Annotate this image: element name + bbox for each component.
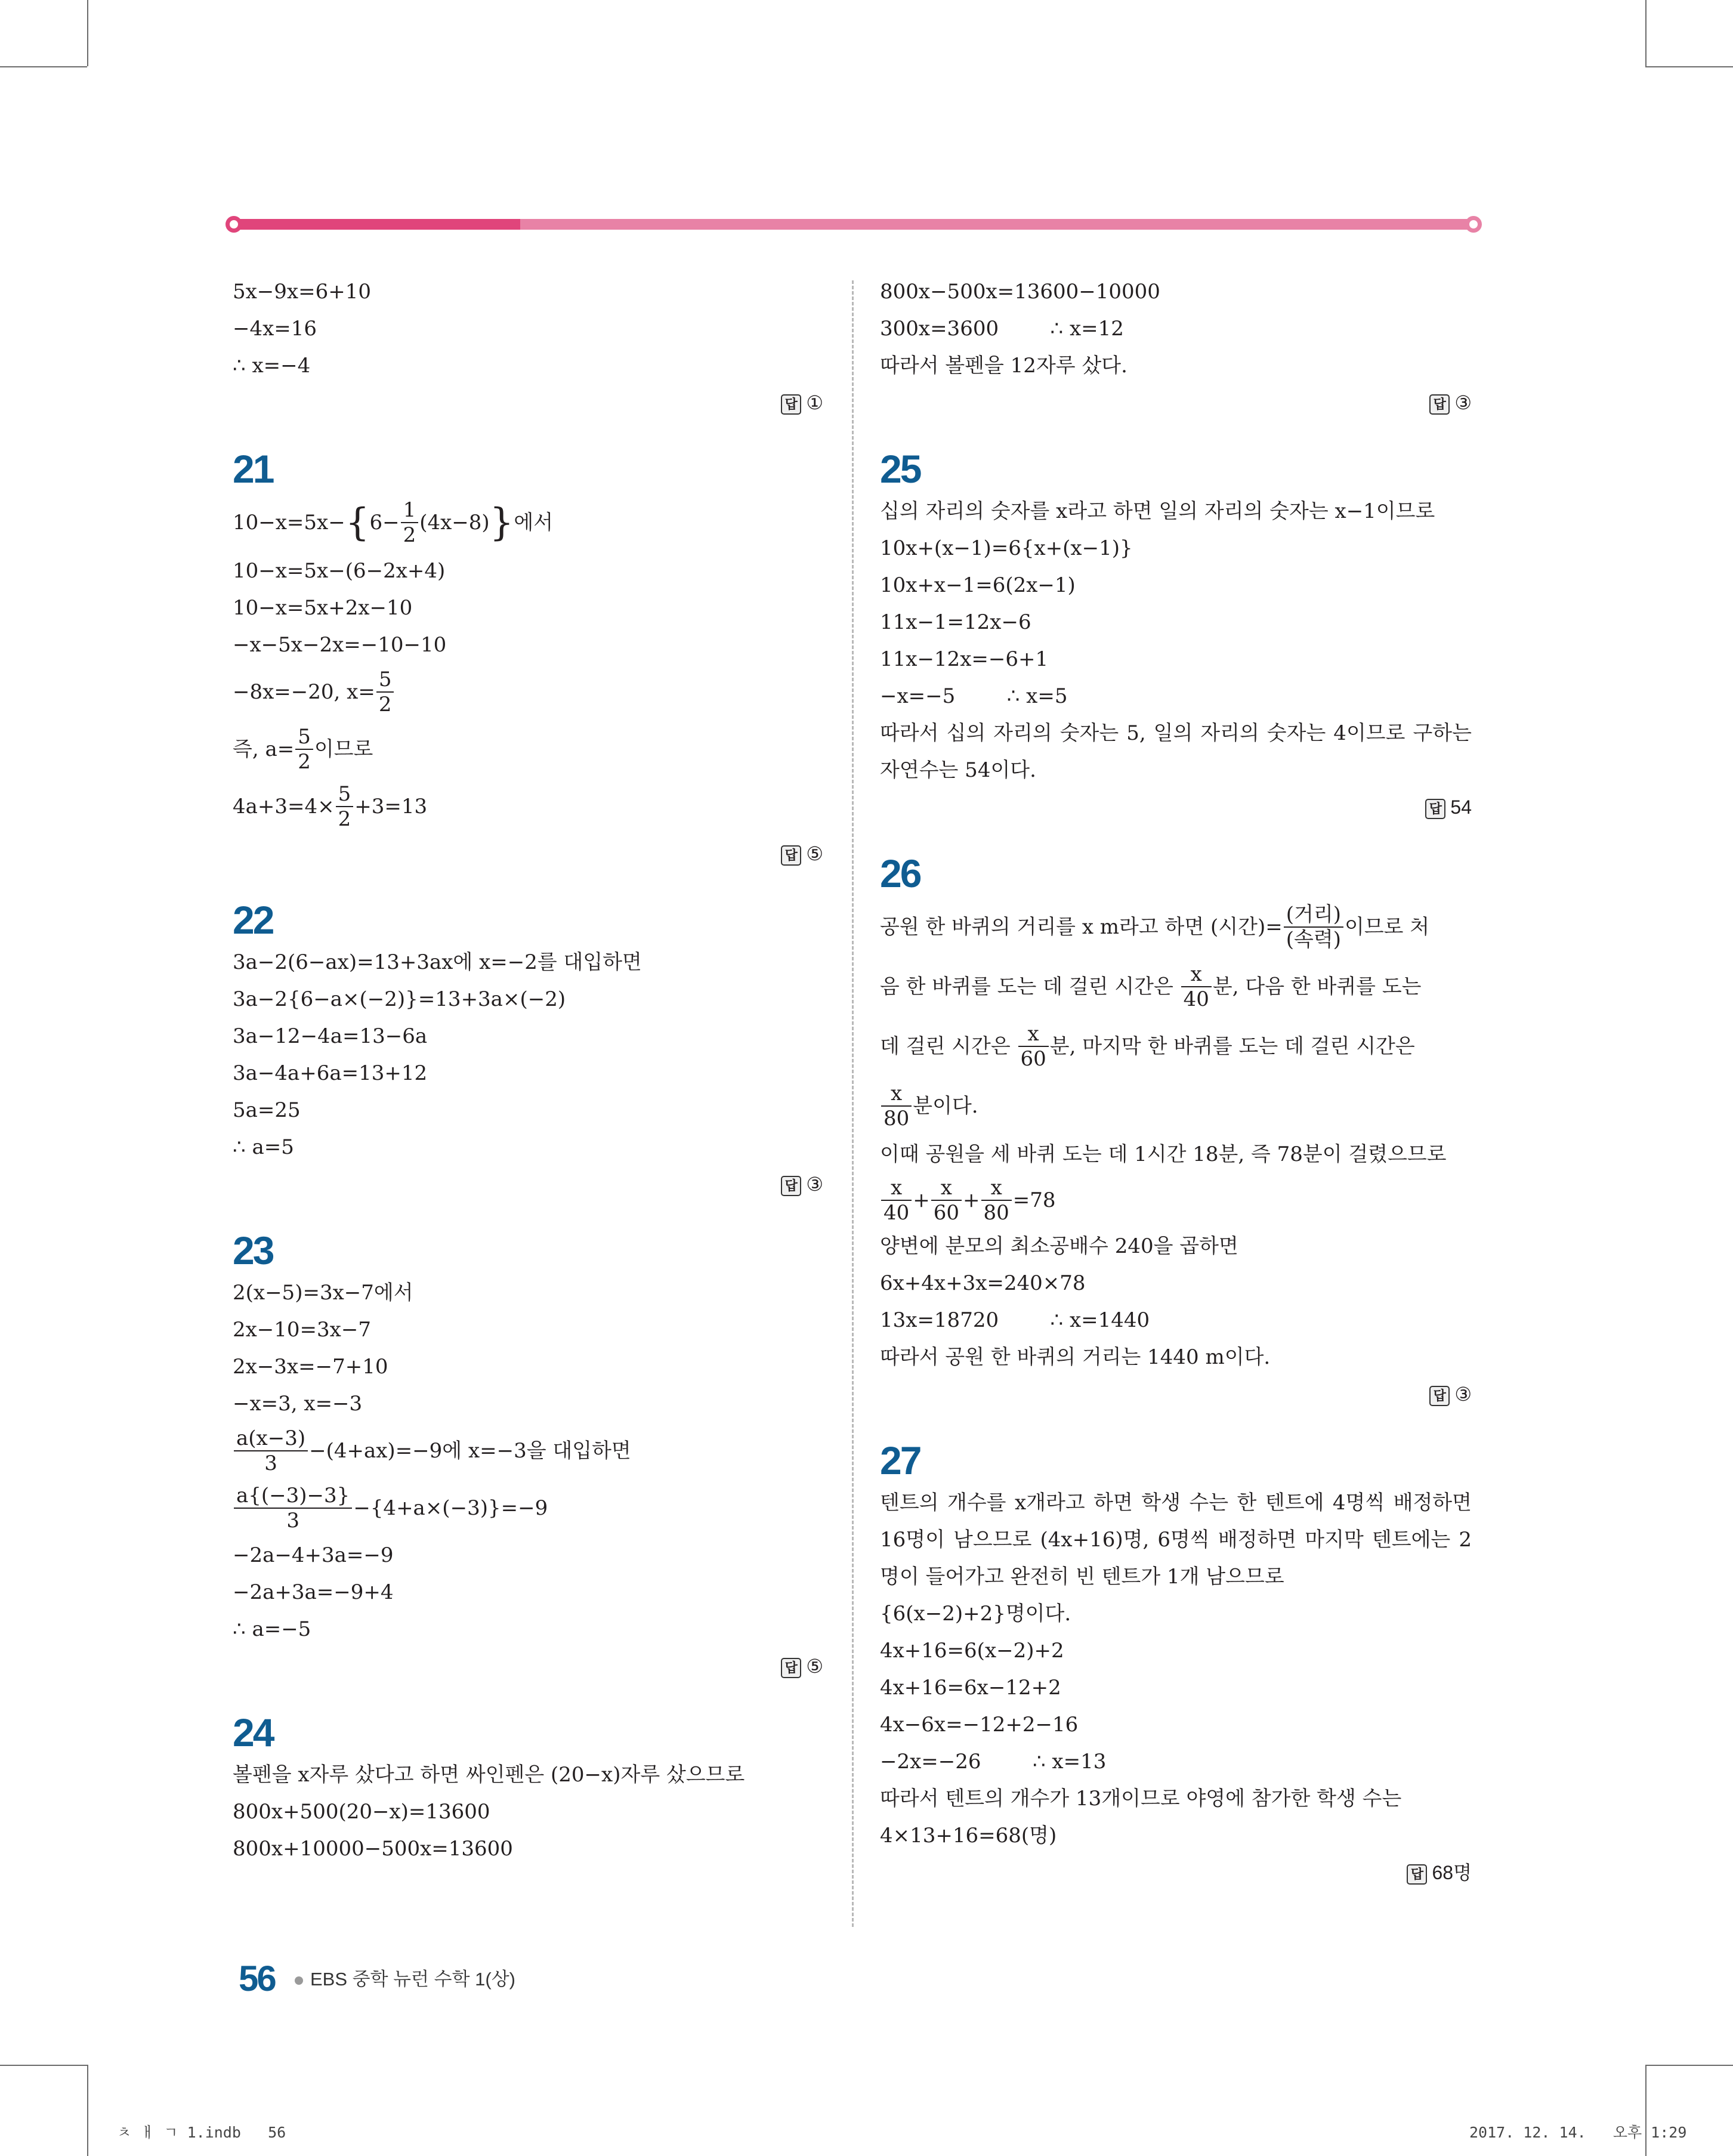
equation-line: 10x+(x−1)=6{x+(x−1)}: [880, 536, 1133, 560]
equation-line: 3a−4a+6a=13+12: [233, 1061, 428, 1085]
crop-mark: [0, 2065, 87, 2066]
equation-line: 11x−12x=−6+1: [880, 647, 1049, 671]
header-bar-endpoint: [1465, 216, 1482, 233]
answer-label: 답 68명: [880, 1854, 1472, 1891]
equation-line: ∴ x=−4: [233, 354, 311, 378]
fraction: $\frac{\text{(거리)}}{\text{(속력)}}$: [1284, 903, 1343, 952]
equation-line: 공원 한 바퀴의 거리를 x m라고 하면 (시간)= $\frac{\text{(거리)}}{\text{(속력)}}$ 이므로 처: [880, 903, 1430, 952]
equation-line: 3a−12−4a=13−6a: [233, 1024, 428, 1048]
equation-line: 4a+3=4× $\frac{5}{2}$ +3=13: [233, 782, 428, 831]
fraction: $\frac{x}{40}$: [1181, 962, 1212, 1011]
paragraph: 따라서 십의 자리의 숫자는 5, 일의 자리의 숫자는 4이므로 구하는 자연수는 54이다.: [880, 721, 1472, 782]
equation-line: 즉, a= $\frac{5}{2}$ 이므로: [233, 725, 373, 774]
equation-line: 음 한 바퀴를 도는 데 걸린 시간은 $\frac{x}{40}$ 분, 다음 한 바퀴를 도는: [880, 962, 1422, 1011]
left-column: [233, 273, 823, 1867]
equation-line: −x=−5 ∴ x=5: [880, 684, 1068, 708]
equation-line: $\frac{x}{80}$ 분이다.: [880, 1076, 1472, 1136]
equation-line: 13x=18720 ∴ x=1440: [880, 1308, 1150, 1332]
equation-line: −x=3, x=−3: [233, 1392, 363, 1416]
answer-label: 답 54: [880, 789, 1472, 826]
brace-right: }: [489, 501, 514, 545]
equation-line: 6x+4x+3x=240×78: [880, 1271, 1086, 1295]
answer-icon: 답: [1407, 1864, 1427, 1885]
right-column: [880, 273, 1472, 1891]
equation-line: 4x+16=6x−12+2: [880, 1676, 1061, 1700]
fraction: $\frac{1}{2}$: [401, 498, 419, 547]
fraction: $\frac{a\{(-3)-3\}}{3}$: [234, 1484, 352, 1533]
equation-line: −8x=−20, x= $\frac{5}{2}$: [233, 663, 823, 721]
equation-line: 300x=3600 ∴ x=12: [880, 317, 1124, 341]
print-slug-date: 2017. 12. 14. 오후 1:29: [1469, 2124, 1687, 2141]
equation-line: 800x+10000−500x=13600: [233, 1837, 513, 1861]
equation-line: 800x−500x=13600−10000: [880, 280, 1160, 304]
equation-line: 4×13+16=68(명): [880, 1824, 1057, 1848]
fraction: $\frac{5}{2}$: [295, 725, 313, 774]
equation-line: ∴ a=−5: [233, 1617, 311, 1641]
footer-bullet: [295, 1976, 303, 1985]
equation-line: 양변에 분모의 최소공배수 240을 곱하면: [880, 1234, 1238, 1258]
header-bar-right: [520, 219, 1473, 230]
crop-mark: [1645, 2065, 1646, 2156]
page-number: 56: [239, 1959, 275, 1999]
equation-line: 3a−2{6−a×(−2)}=13+3a×(−2): [233, 987, 566, 1011]
answer-label: 답 ⑤: [233, 835, 823, 872]
equation-line: 4x+16=6(x−2)+2: [880, 1639, 1064, 1663]
equation-line: 10−x=5x− { 6− $\frac{1}{2}$ (4x−8) } 에서: [233, 498, 554, 547]
answer-label: 답 ⑤: [233, 1648, 823, 1685]
crop-mark: [87, 2065, 88, 2156]
answer-icon: 답: [781, 845, 801, 866]
answer-icon: 답: [781, 1176, 801, 1196]
crop-mark: [1645, 2065, 1733, 2066]
answer-label: 답 ③: [880, 384, 1472, 421]
problem-number: 23: [233, 1228, 273, 1272]
answer-icon: 답: [781, 1658, 801, 1678]
equation-line: 데 걸린 시간은 $\frac{x}{60}$ 분, 마지막 한 바퀴를 도는 데 걸린 시간은: [880, 1022, 1415, 1071]
equation-line: 11x−1=12x−6: [880, 610, 1031, 634]
header-bar-endpoint: [225, 216, 242, 233]
equation-line: −2a+3a=−9+4: [233, 1580, 394, 1604]
problem-number: 26: [880, 851, 920, 895]
print-slug-file: ㅊ ㅐ ㄱ 1.indb 56: [117, 2124, 286, 2141]
column-divider: [852, 280, 854, 1927]
crop-mark: [87, 0, 88, 66]
fraction: $\frac{x}{40}$: [881, 1176, 912, 1225]
answer-icon: 답: [1425, 799, 1445, 819]
equation-line: 2x−10=3x−7: [233, 1318, 371, 1342]
problem-number: 24: [233, 1710, 273, 1755]
paragraph: 텐트의 개수를 x개라고 하면 학생 수는 한 텐트에 4명씩 배정하면 16명이 남으므로 (4x+16)명, 6명씩 배정하면 마지막 텐트에는 2명이 들어가고 완전히 빈 텐트가 1개 남으므로: [880, 1491, 1472, 1589]
equation-line: 2(x−5)=3x−7에서: [233, 1281, 413, 1305]
equation-line: $\frac{x}{40}$ + $\frac{x}{60}$ + $\frac{x}{80}$ =78: [880, 1173, 1472, 1228]
answer-label: 답 ③: [233, 1166, 823, 1203]
equation-line: −4x=16: [233, 317, 317, 341]
equation-line: 5x−9x=6+10: [233, 280, 371, 304]
fraction: $\frac{5}{2}$: [336, 782, 354, 831]
answer-label: 답 ①: [233, 384, 823, 421]
fraction: $\frac{a(x-3)}{3}$: [234, 1426, 308, 1475]
answer-icon: 답: [781, 394, 801, 415]
problem-number: 21: [233, 447, 273, 491]
fraction: $\frac{x}{80}$: [881, 1082, 912, 1130]
answer-icon: 답: [1429, 1386, 1450, 1406]
equation-line: 따라서 공원 한 바퀴의 거리는 1440 m이다.: [880, 1345, 1271, 1369]
equation-line: 이때 공원을 세 바퀴 도는 데 1시간 18분, 즉 78분이 걸렸으므로: [880, 1142, 1447, 1166]
equation-line: $\frac{a\{(-3)-3\}}{3}$ −{4+a×(−3)}=−9: [233, 1479, 823, 1537]
book-title: EBS 중학 뉴런 수학 1(상): [310, 1969, 515, 1990]
problem-number: 22: [233, 898, 273, 942]
equation-line: −x−5x−2x=−10−10: [233, 633, 447, 657]
answer-label: 답 ③: [880, 1376, 1472, 1413]
equation-line: {6(x−2)+2}명이다.: [880, 1602, 1071, 1626]
problem-number: 27: [880, 1438, 920, 1482]
equation-line: 3a−2(6−ax)=13+3ax에 x=−2를 대입하면: [233, 950, 642, 974]
problem-number: 25: [880, 447, 920, 491]
answer-icon: 답: [1429, 394, 1450, 415]
fraction: $\frac{5}{2}$: [376, 668, 394, 716]
equation-line: ∴ a=5: [233, 1135, 294, 1159]
header-bar-left: [234, 219, 520, 230]
fraction: $\frac{x}{60}$: [1018, 1022, 1049, 1071]
crop-mark: [1645, 0, 1646, 66]
equation-line: 10x+x−1=6(2x−1): [880, 573, 1076, 597]
equation-line: 십의 자리의 숫자를 x라고 하면 일의 자리의 숫자는 x−1이므로: [880, 499, 1435, 523]
equation-line: $\frac{a(x-3)}{3}$ −(4+ax)=−9에 x=−3을 대입하면: [233, 1422, 823, 1479]
equation-line: −2a−4+3a=−9: [233, 1543, 394, 1567]
fraction: $\frac{x}{80}$: [981, 1176, 1012, 1225]
fraction: $\frac{x}{60}$: [931, 1176, 962, 1225]
equation-line: 볼펜을 x자루 샀다고 하면 싸인펜은 (20−x)자루 샀으므로: [233, 1763, 745, 1787]
crop-mark: [1645, 66, 1733, 67]
equation-line: 800x+500(20−x)=13600: [233, 1800, 490, 1824]
equation-line: 10−x=5x−(6−2x+4): [233, 559, 446, 583]
equation-line: 4x−6x=−12+2−16: [880, 1713, 1079, 1737]
equation-line: 따라서 볼펜을 12자루 샀다.: [880, 354, 1127, 378]
equation-line: 2x−3x=−7+10: [233, 1355, 388, 1379]
equation-line: 10−x=5x+2x−10: [233, 596, 413, 620]
equation-line: 따라서 텐트의 개수가 13개이므로 야영에 참가한 학생 수는: [880, 1787, 1402, 1811]
equation-line: −2x=−26 ∴ x=13: [880, 1750, 1107, 1774]
brace-left: {: [345, 501, 370, 545]
equation-line: 5a=25: [233, 1098, 301, 1122]
crop-mark: [0, 66, 87, 67]
